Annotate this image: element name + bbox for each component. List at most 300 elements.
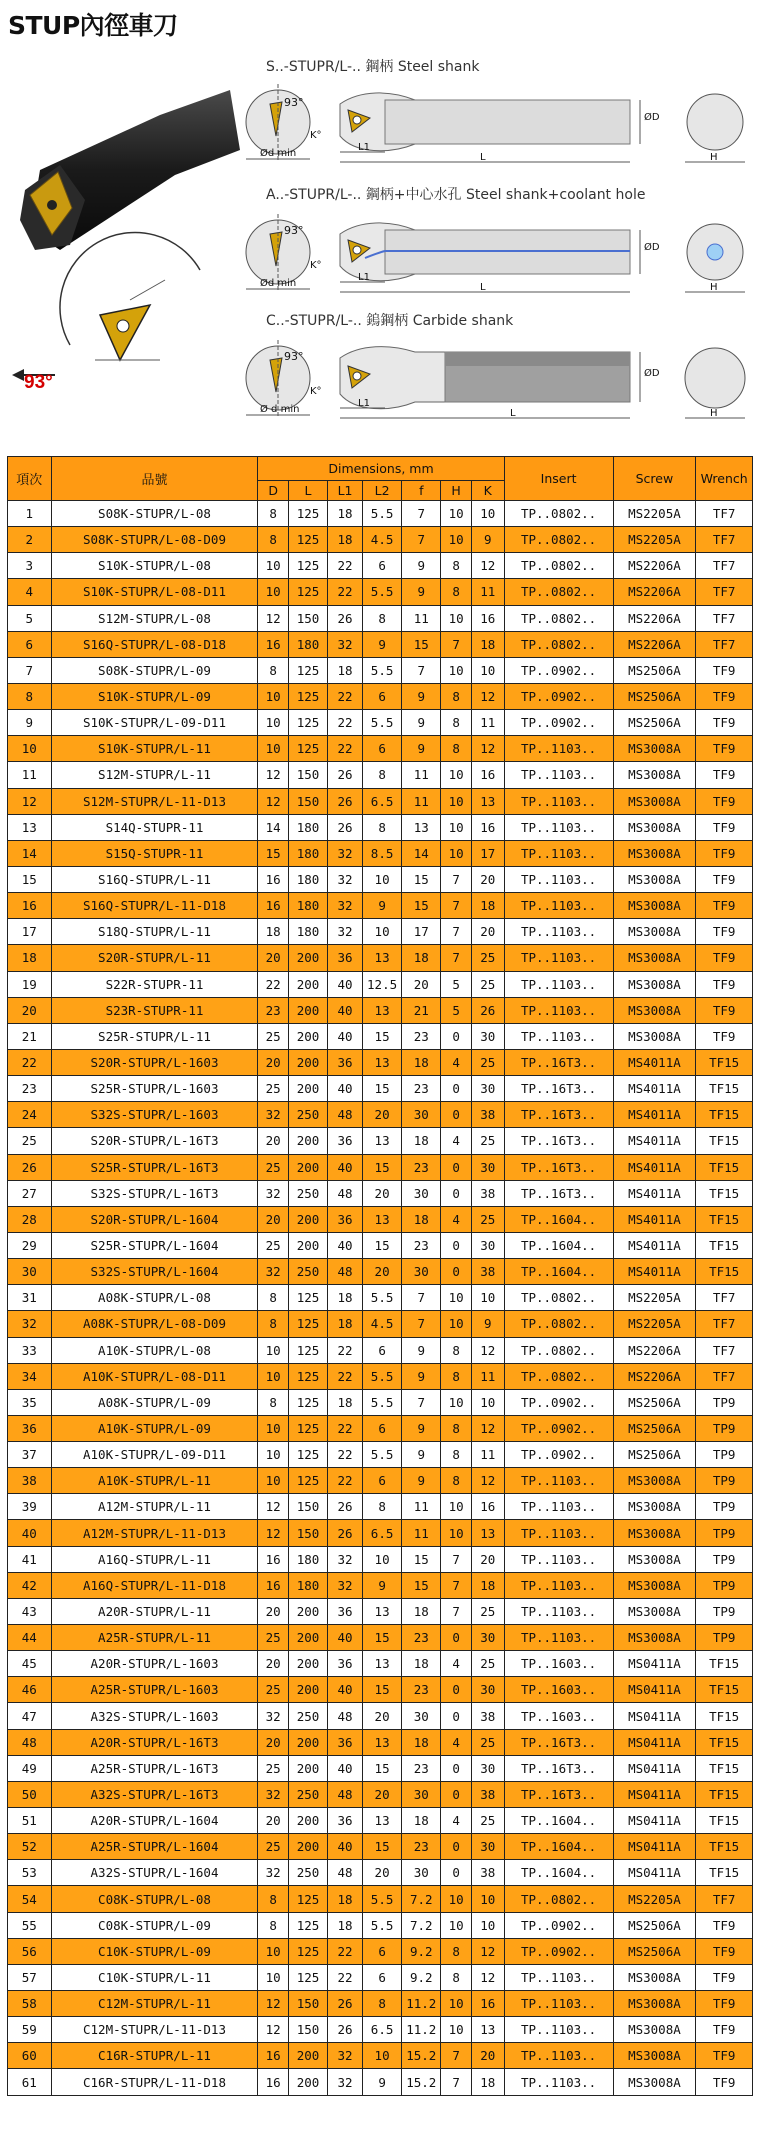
cell-dim-d: 32 — [258, 1102, 288, 1128]
cell-dim-d: 12 — [258, 762, 288, 788]
cell-screw: MS0411A — [613, 1808, 696, 1834]
cell-dim-l1: 22 — [328, 1337, 363, 1363]
cell-wrench: TF7 — [696, 501, 753, 527]
cell-dim-l: 125 — [288, 527, 327, 553]
cell-dim-d: 20 — [258, 1598, 288, 1624]
cell-wrench: TF7 — [696, 1337, 753, 1363]
cell-dim-k: 12 — [471, 1964, 504, 1990]
header-model: 品號 — [51, 457, 258, 501]
cell-dim-d: 12 — [258, 1991, 288, 2017]
cell-dim-k: 12 — [471, 683, 504, 709]
cell-row-no: 1 — [8, 501, 52, 527]
cell-dim-l1: 40 — [328, 1834, 363, 1860]
cell-dim-h: 4 — [441, 1128, 471, 1154]
cell-dim-l2: 4.5 — [362, 1311, 401, 1337]
cell-dim-h: 7 — [441, 1546, 471, 1572]
cell-dim-k: 9 — [471, 527, 504, 553]
cell-dim-h: 0 — [441, 1860, 471, 1886]
cell-dim-l2: 13 — [362, 997, 401, 1023]
cell-model: S20R-STUPR/L-16T3 — [51, 1128, 258, 1154]
cell-screw: MS2506A — [613, 1389, 696, 1415]
cell-dim-h: 8 — [441, 1363, 471, 1389]
cell-dim-f: 9 — [402, 710, 441, 736]
cell-dim-k: 30 — [471, 1076, 504, 1102]
cell-dim-h: 10 — [441, 1311, 471, 1337]
table-row — [8, 1442, 753, 1468]
spec-table-wrapper — [7, 456, 753, 2096]
cell-dim-f: 18 — [402, 1598, 441, 1624]
cell-dim-k: 11 — [471, 1442, 504, 1468]
cell-dim-l1: 26 — [328, 788, 363, 814]
cell-dim-f: 11 — [402, 605, 441, 631]
cell-dim-l2: 5.5 — [362, 1886, 401, 1912]
od-label: ØD — [644, 112, 660, 123]
cell-screw: MS2205A — [613, 1311, 696, 1337]
cell-row-no: 56 — [8, 1938, 52, 1964]
cell-dim-f: 30 — [402, 1703, 441, 1729]
cell-dim-f: 7 — [402, 657, 441, 683]
cell-dim-l2: 6 — [362, 1964, 401, 1990]
cell-dim-k: 25 — [471, 945, 504, 971]
table-row — [8, 1337, 753, 1363]
cell-dim-l: 200 — [288, 1729, 327, 1755]
cell-wrench: TF9 — [696, 736, 753, 762]
header-dimensions: Dimensions, mm — [258, 457, 504, 481]
cell-dim-k: 38 — [471, 1703, 504, 1729]
cell-dim-h: 7 — [441, 631, 471, 657]
cell-dim-h: 8 — [441, 1337, 471, 1363]
cell-insert: TP..0802.. — [504, 1311, 613, 1337]
cell-model: S10K-STUPR/L-09 — [51, 683, 258, 709]
cell-model: S15Q-STUPR-11 — [51, 840, 258, 866]
cell-insert: TP..1103.. — [504, 893, 613, 919]
cell-screw: MS0411A — [613, 1703, 696, 1729]
cell-dim-l2: 20 — [362, 1860, 401, 1886]
cell-row-no: 25 — [8, 1128, 52, 1154]
table-row — [8, 1363, 753, 1389]
cell-dim-h: 10 — [441, 1912, 471, 1938]
cell-row-no: 26 — [8, 1154, 52, 1180]
cell-row-no: 39 — [8, 1494, 52, 1520]
cell-insert: TP..16T3.. — [504, 1154, 613, 1180]
cell-dim-l: 200 — [288, 1625, 327, 1651]
cell-screw: MS2205A — [613, 527, 696, 553]
cell-dim-l1: 18 — [328, 657, 363, 683]
cell-dim-l1: 32 — [328, 866, 363, 892]
cell-dim-l1: 48 — [328, 1860, 363, 1886]
cell-row-no: 3 — [8, 553, 52, 579]
cell-wrench: TF9 — [696, 2043, 753, 2069]
l1-label: L1 — [358, 272, 370, 283]
cell-dim-k: 38 — [471, 1259, 504, 1285]
cell-dim-f: 23 — [402, 1232, 441, 1258]
cell-dim-l1: 40 — [328, 1232, 363, 1258]
cell-wrench: TP9 — [696, 1415, 753, 1441]
cell-wrench: TF9 — [696, 945, 753, 971]
table-row — [8, 1259, 753, 1285]
k-label: K° — [310, 260, 322, 271]
cell-row-no: 32 — [8, 1311, 52, 1337]
cell-wrench: TF15 — [696, 1259, 753, 1285]
cell-dim-l: 180 — [288, 1572, 327, 1598]
cell-dim-k: 18 — [471, 631, 504, 657]
cell-dim-k: 25 — [471, 1808, 504, 1834]
cell-row-no: 4 — [8, 579, 52, 605]
cell-row-no: 2 — [8, 527, 52, 553]
cell-model: C12M-STUPR/L-11 — [51, 1991, 258, 2017]
cell-dim-f: 15 — [402, 631, 441, 657]
cell-dim-h: 8 — [441, 710, 471, 736]
cell-screw: MS2206A — [613, 579, 696, 605]
cell-row-no: 54 — [8, 1886, 52, 1912]
cell-dim-l2: 15 — [362, 1232, 401, 1258]
cell-dim-l1: 40 — [328, 1023, 363, 1049]
cell-dim-l1: 18 — [328, 527, 363, 553]
cell-insert: TP..16T3.. — [504, 1049, 613, 1075]
cell-row-no: 24 — [8, 1102, 52, 1128]
cell-screw: MS2506A — [613, 710, 696, 736]
cell-screw: MS3008A — [613, 814, 696, 840]
cell-dim-l1: 36 — [328, 1598, 363, 1624]
cell-insert: TP..1103.. — [504, 1625, 613, 1651]
cell-row-no: 51 — [8, 1808, 52, 1834]
cell-dim-k: 13 — [471, 1520, 504, 1546]
cell-dim-l1: 18 — [328, 1912, 363, 1938]
cell-row-no: 58 — [8, 1991, 52, 2017]
cell-model: C08K-STUPR/L-09 — [51, 1912, 258, 1938]
cell-wrench: TF9 — [696, 2017, 753, 2043]
cell-dim-l: 125 — [288, 1311, 327, 1337]
cell-dim-k: 10 — [471, 1285, 504, 1311]
cell-screw: MS2206A — [613, 605, 696, 631]
cell-dim-l1: 32 — [328, 919, 363, 945]
cell-model: S10K-STUPR/L-08 — [51, 553, 258, 579]
cell-dim-k: 38 — [471, 1860, 504, 1886]
cell-screw: MS0411A — [613, 1755, 696, 1781]
cell-row-no: 38 — [8, 1468, 52, 1494]
table-row — [8, 631, 753, 657]
cell-row-no: 19 — [8, 971, 52, 997]
cell-wrench: TP9 — [696, 1598, 753, 1624]
cell-insert: TP..0802.. — [504, 631, 613, 657]
cell-dim-l: 150 — [288, 1520, 327, 1546]
cell-model: S22R-STUPR-11 — [51, 971, 258, 997]
cell-dim-f: 23 — [402, 1154, 441, 1180]
cell-insert: TP..16T3.. — [504, 1755, 613, 1781]
cell-insert: TP..1604.. — [504, 1860, 613, 1886]
cell-row-no: 42 — [8, 1572, 52, 1598]
cell-dim-d: 25 — [258, 1154, 288, 1180]
header-screw: Screw — [613, 457, 696, 501]
cell-dim-f: 7.2 — [402, 1886, 441, 1912]
cell-dim-h: 0 — [441, 1834, 471, 1860]
cell-dim-l2: 10 — [362, 2043, 401, 2069]
cell-dim-h: 7 — [441, 945, 471, 971]
cell-dim-l1: 26 — [328, 1991, 363, 2017]
cell-dim-l2: 6 — [362, 683, 401, 709]
table-row — [8, 605, 753, 631]
cell-model: A08K-STUPR/L-08 — [51, 1285, 258, 1311]
cell-screw: MS3008A — [613, 971, 696, 997]
table-row — [8, 2069, 753, 2095]
table-row — [8, 1677, 753, 1703]
cell-insert: TP..0802.. — [504, 553, 613, 579]
cell-insert: TP..1103.. — [504, 945, 613, 971]
diagram-title: C..-STUPR/L-.. 鎢鋼柄 Carbide shank — [266, 313, 514, 329]
cell-screw: MS3008A — [613, 840, 696, 866]
cell-dim-f: 7 — [402, 1311, 441, 1337]
cell-dim-l1: 32 — [328, 2069, 363, 2095]
cell-insert: TP..0802.. — [504, 1285, 613, 1311]
cell-dim-d: 32 — [258, 1259, 288, 1285]
cell-dim-l1: 22 — [328, 1442, 363, 1468]
header-dim-d: D — [258, 481, 288, 501]
cell-dim-k: 38 — [471, 1180, 504, 1206]
cell-dim-d: 12 — [258, 1494, 288, 1520]
cell-dim-h: 4 — [441, 1206, 471, 1232]
cell-dim-l: 180 — [288, 1546, 327, 1572]
cell-dim-h: 10 — [441, 814, 471, 840]
cell-screw: MS3008A — [613, 1468, 696, 1494]
cell-insert: TP..1103.. — [504, 736, 613, 762]
cell-dim-l2: 6 — [362, 736, 401, 762]
cell-wrench: TF9 — [696, 1964, 753, 1990]
cell-wrench: TF9 — [696, 840, 753, 866]
cell-dim-l: 150 — [288, 605, 327, 631]
cell-dim-l2: 6 — [362, 1468, 401, 1494]
cell-model: S16Q-STUPR/L-08-D18 — [51, 631, 258, 657]
cell-screw: MS2506A — [613, 1912, 696, 1938]
cell-insert: TP..0802.. — [504, 579, 613, 605]
table-row — [8, 840, 753, 866]
cell-dim-l: 125 — [288, 579, 327, 605]
cell-insert: TP..1103.. — [504, 997, 613, 1023]
cell-dim-f: 30 — [402, 1102, 441, 1128]
cell-dim-l1: 18 — [328, 501, 363, 527]
cell-dim-k: 10 — [471, 657, 504, 683]
cell-dim-d: 20 — [258, 1729, 288, 1755]
cell-dim-d: 8 — [258, 1886, 288, 1912]
cell-dim-h: 10 — [441, 1886, 471, 1912]
cell-dim-f: 14 — [402, 840, 441, 866]
cell-dim-f: 23 — [402, 1625, 441, 1651]
cell-insert: TP..0902.. — [504, 1912, 613, 1938]
table-row — [8, 1651, 753, 1677]
cell-dim-l2: 5.5 — [362, 1912, 401, 1938]
table-row — [8, 1285, 753, 1311]
cell-dim-f: 9 — [402, 1468, 441, 1494]
cell-model: S18Q-STUPR/L-11 — [51, 919, 258, 945]
cell-dim-d: 25 — [258, 1677, 288, 1703]
cell-model: S12M-STUPR/L-11-D13 — [51, 788, 258, 814]
cell-dim-l: 125 — [288, 1337, 327, 1363]
cell-model: S20R-STUPR/L-1604 — [51, 1206, 258, 1232]
h-label: H — [710, 408, 718, 419]
cell-dim-l2: 9 — [362, 2069, 401, 2095]
cell-screw: MS4011A — [613, 1259, 696, 1285]
cell-insert: TP..1103.. — [504, 1494, 613, 1520]
cell-screw: MS2206A — [613, 631, 696, 657]
cell-dim-l: 125 — [288, 1442, 327, 1468]
cell-dim-l: 250 — [288, 1781, 327, 1807]
cell-model: S23R-STUPR-11 — [51, 997, 258, 1023]
cell-dim-l: 200 — [288, 997, 327, 1023]
cell-model: S10K-STUPR/L-08-D11 — [51, 579, 258, 605]
table-row — [8, 788, 753, 814]
cell-model: S12M-STUPR/L-11 — [51, 762, 258, 788]
cell-dim-l: 250 — [288, 1259, 327, 1285]
cell-row-no: 10 — [8, 736, 52, 762]
cell-wrench: TF7 — [696, 1886, 753, 1912]
l-label: L — [480, 282, 486, 293]
page-title: STUP內徑車刀 — [8, 11, 178, 40]
cell-dim-d: 12 — [258, 2017, 288, 2043]
cell-wrench: TP9 — [696, 1546, 753, 1572]
cell-row-no: 5 — [8, 605, 52, 631]
cell-model: S08K-STUPR/L-09 — [51, 657, 258, 683]
cell-screw: MS3008A — [613, 1964, 696, 1990]
table-row — [8, 1206, 753, 1232]
cell-wrench: TF15 — [696, 1677, 753, 1703]
cell-screw: MS2506A — [613, 1938, 696, 1964]
cell-screw: MS2206A — [613, 553, 696, 579]
cell-wrench: TF7 — [696, 1363, 753, 1389]
cell-row-no: 41 — [8, 1546, 52, 1572]
cell-wrench: TP9 — [696, 1625, 753, 1651]
cell-screw: MS2206A — [613, 1363, 696, 1389]
cell-dim-h: 10 — [441, 840, 471, 866]
cell-dim-l1: 26 — [328, 814, 363, 840]
cell-row-no: 30 — [8, 1259, 52, 1285]
cell-dim-k: 25 — [471, 1598, 504, 1624]
cell-dim-l1: 22 — [328, 1468, 363, 1494]
cell-dim-k: 16 — [471, 1991, 504, 2017]
cell-insert: TP..1103.. — [504, 2069, 613, 2095]
cell-model: C08K-STUPR/L-08 — [51, 1886, 258, 1912]
cell-dim-k: 18 — [471, 1572, 504, 1598]
cell-dim-d: 32 — [258, 1781, 288, 1807]
cell-dim-l1: 36 — [328, 1808, 363, 1834]
cell-dim-d: 16 — [258, 631, 288, 657]
cell-dim-l2: 6 — [362, 1337, 401, 1363]
cell-dim-l: 200 — [288, 971, 327, 997]
cell-dim-l: 125 — [288, 1389, 327, 1415]
cell-dim-l: 180 — [288, 893, 327, 919]
cell-dim-f: 23 — [402, 1076, 441, 1102]
cell-row-no: 22 — [8, 1049, 52, 1075]
cell-insert: TP..1604.. — [504, 1834, 613, 1860]
cell-dim-d: 10 — [258, 683, 288, 709]
table-row — [8, 1023, 753, 1049]
h-label: H — [710, 282, 718, 293]
cell-dim-k: 25 — [471, 1651, 504, 1677]
cell-model: S12M-STUPR/L-08 — [51, 605, 258, 631]
cell-dim-f: 9.2 — [402, 1964, 441, 1990]
cell-dim-l2: 9 — [362, 893, 401, 919]
cell-screw: MS2506A — [613, 683, 696, 709]
cell-dim-d: 32 — [258, 1860, 288, 1886]
cell-wrench: TP9 — [696, 1442, 753, 1468]
cell-dim-f: 15.2 — [402, 2069, 441, 2095]
cell-insert: TP..1603.. — [504, 1677, 613, 1703]
cell-dim-k: 16 — [471, 605, 504, 631]
cell-insert: TP..0902.. — [504, 657, 613, 683]
cell-screw: MS3008A — [613, 1625, 696, 1651]
cell-dim-k: 10 — [471, 1886, 504, 1912]
cell-dim-l: 250 — [288, 1860, 327, 1886]
cell-dim-d: 20 — [258, 945, 288, 971]
cell-row-no: 12 — [8, 788, 52, 814]
angle-text: 93° — [284, 96, 304, 109]
table-row — [8, 710, 753, 736]
table-row — [8, 579, 753, 605]
cell-dim-d: 16 — [258, 893, 288, 919]
cell-row-no: 43 — [8, 1598, 52, 1624]
table-row — [8, 1860, 753, 1886]
cell-row-no: 59 — [8, 2017, 52, 2043]
cell-dim-k: 30 — [471, 1154, 504, 1180]
cell-dim-l2: 5.5 — [362, 657, 401, 683]
cell-dim-l: 200 — [288, 1154, 327, 1180]
cell-dim-k: 25 — [471, 1128, 504, 1154]
table-row — [8, 893, 753, 919]
cell-dim-d: 12 — [258, 788, 288, 814]
cell-dim-d: 16 — [258, 2069, 288, 2095]
cell-dim-l1: 40 — [328, 1076, 363, 1102]
cell-dim-k: 20 — [471, 1546, 504, 1572]
cell-insert: TP..1103.. — [504, 762, 613, 788]
cell-screw: MS2506A — [613, 1442, 696, 1468]
cell-insert: TP..1604.. — [504, 1232, 613, 1258]
cell-dim-d: 22 — [258, 971, 288, 997]
cell-model: A32S-STUPR/L-1603 — [51, 1703, 258, 1729]
cell-dim-d: 10 — [258, 1363, 288, 1389]
header-dim-l: L — [288, 481, 327, 501]
cell-dim-f: 18 — [402, 1206, 441, 1232]
cell-model: A20R-STUPR/L-1604 — [51, 1808, 258, 1834]
cell-dim-l2: 13 — [362, 945, 401, 971]
table-row — [8, 683, 753, 709]
cell-dim-h: 10 — [441, 657, 471, 683]
cell-dim-h: 0 — [441, 1232, 471, 1258]
cell-screw: MS3008A — [613, 997, 696, 1023]
cell-dim-l1: 32 — [328, 1546, 363, 1572]
cell-dim-d: 10 — [258, 579, 288, 605]
cell-insert: TP..0802.. — [504, 527, 613, 553]
cell-row-no: 47 — [8, 1703, 52, 1729]
cell-model: S25R-STUPR/L-1604 — [51, 1232, 258, 1258]
table-row — [8, 1834, 753, 1860]
cell-insert: TP..1103.. — [504, 1023, 613, 1049]
cell-dim-l: 180 — [288, 919, 327, 945]
cell-dim-f: 23 — [402, 1677, 441, 1703]
cell-dim-d: 10 — [258, 736, 288, 762]
diagram-carbide-shank — [240, 306, 760, 434]
cell-dim-h: 8 — [441, 1468, 471, 1494]
cell-model: A25R-STUPR/L-11 — [51, 1625, 258, 1651]
cell-screw: MS3008A — [613, 945, 696, 971]
cell-row-no: 6 — [8, 631, 52, 657]
cell-dim-f: 7 — [402, 501, 441, 527]
cell-dim-h: 10 — [441, 605, 471, 631]
cell-dim-h: 0 — [441, 1076, 471, 1102]
cell-dim-l1: 26 — [328, 762, 363, 788]
cell-wrench: TF15 — [696, 1128, 753, 1154]
cell-dim-d: 8 — [258, 657, 288, 683]
cell-dim-h: 0 — [441, 1180, 471, 1206]
cell-model: A16Q-STUPR/L-11-D18 — [51, 1572, 258, 1598]
cell-dim-k: 26 — [471, 997, 504, 1023]
